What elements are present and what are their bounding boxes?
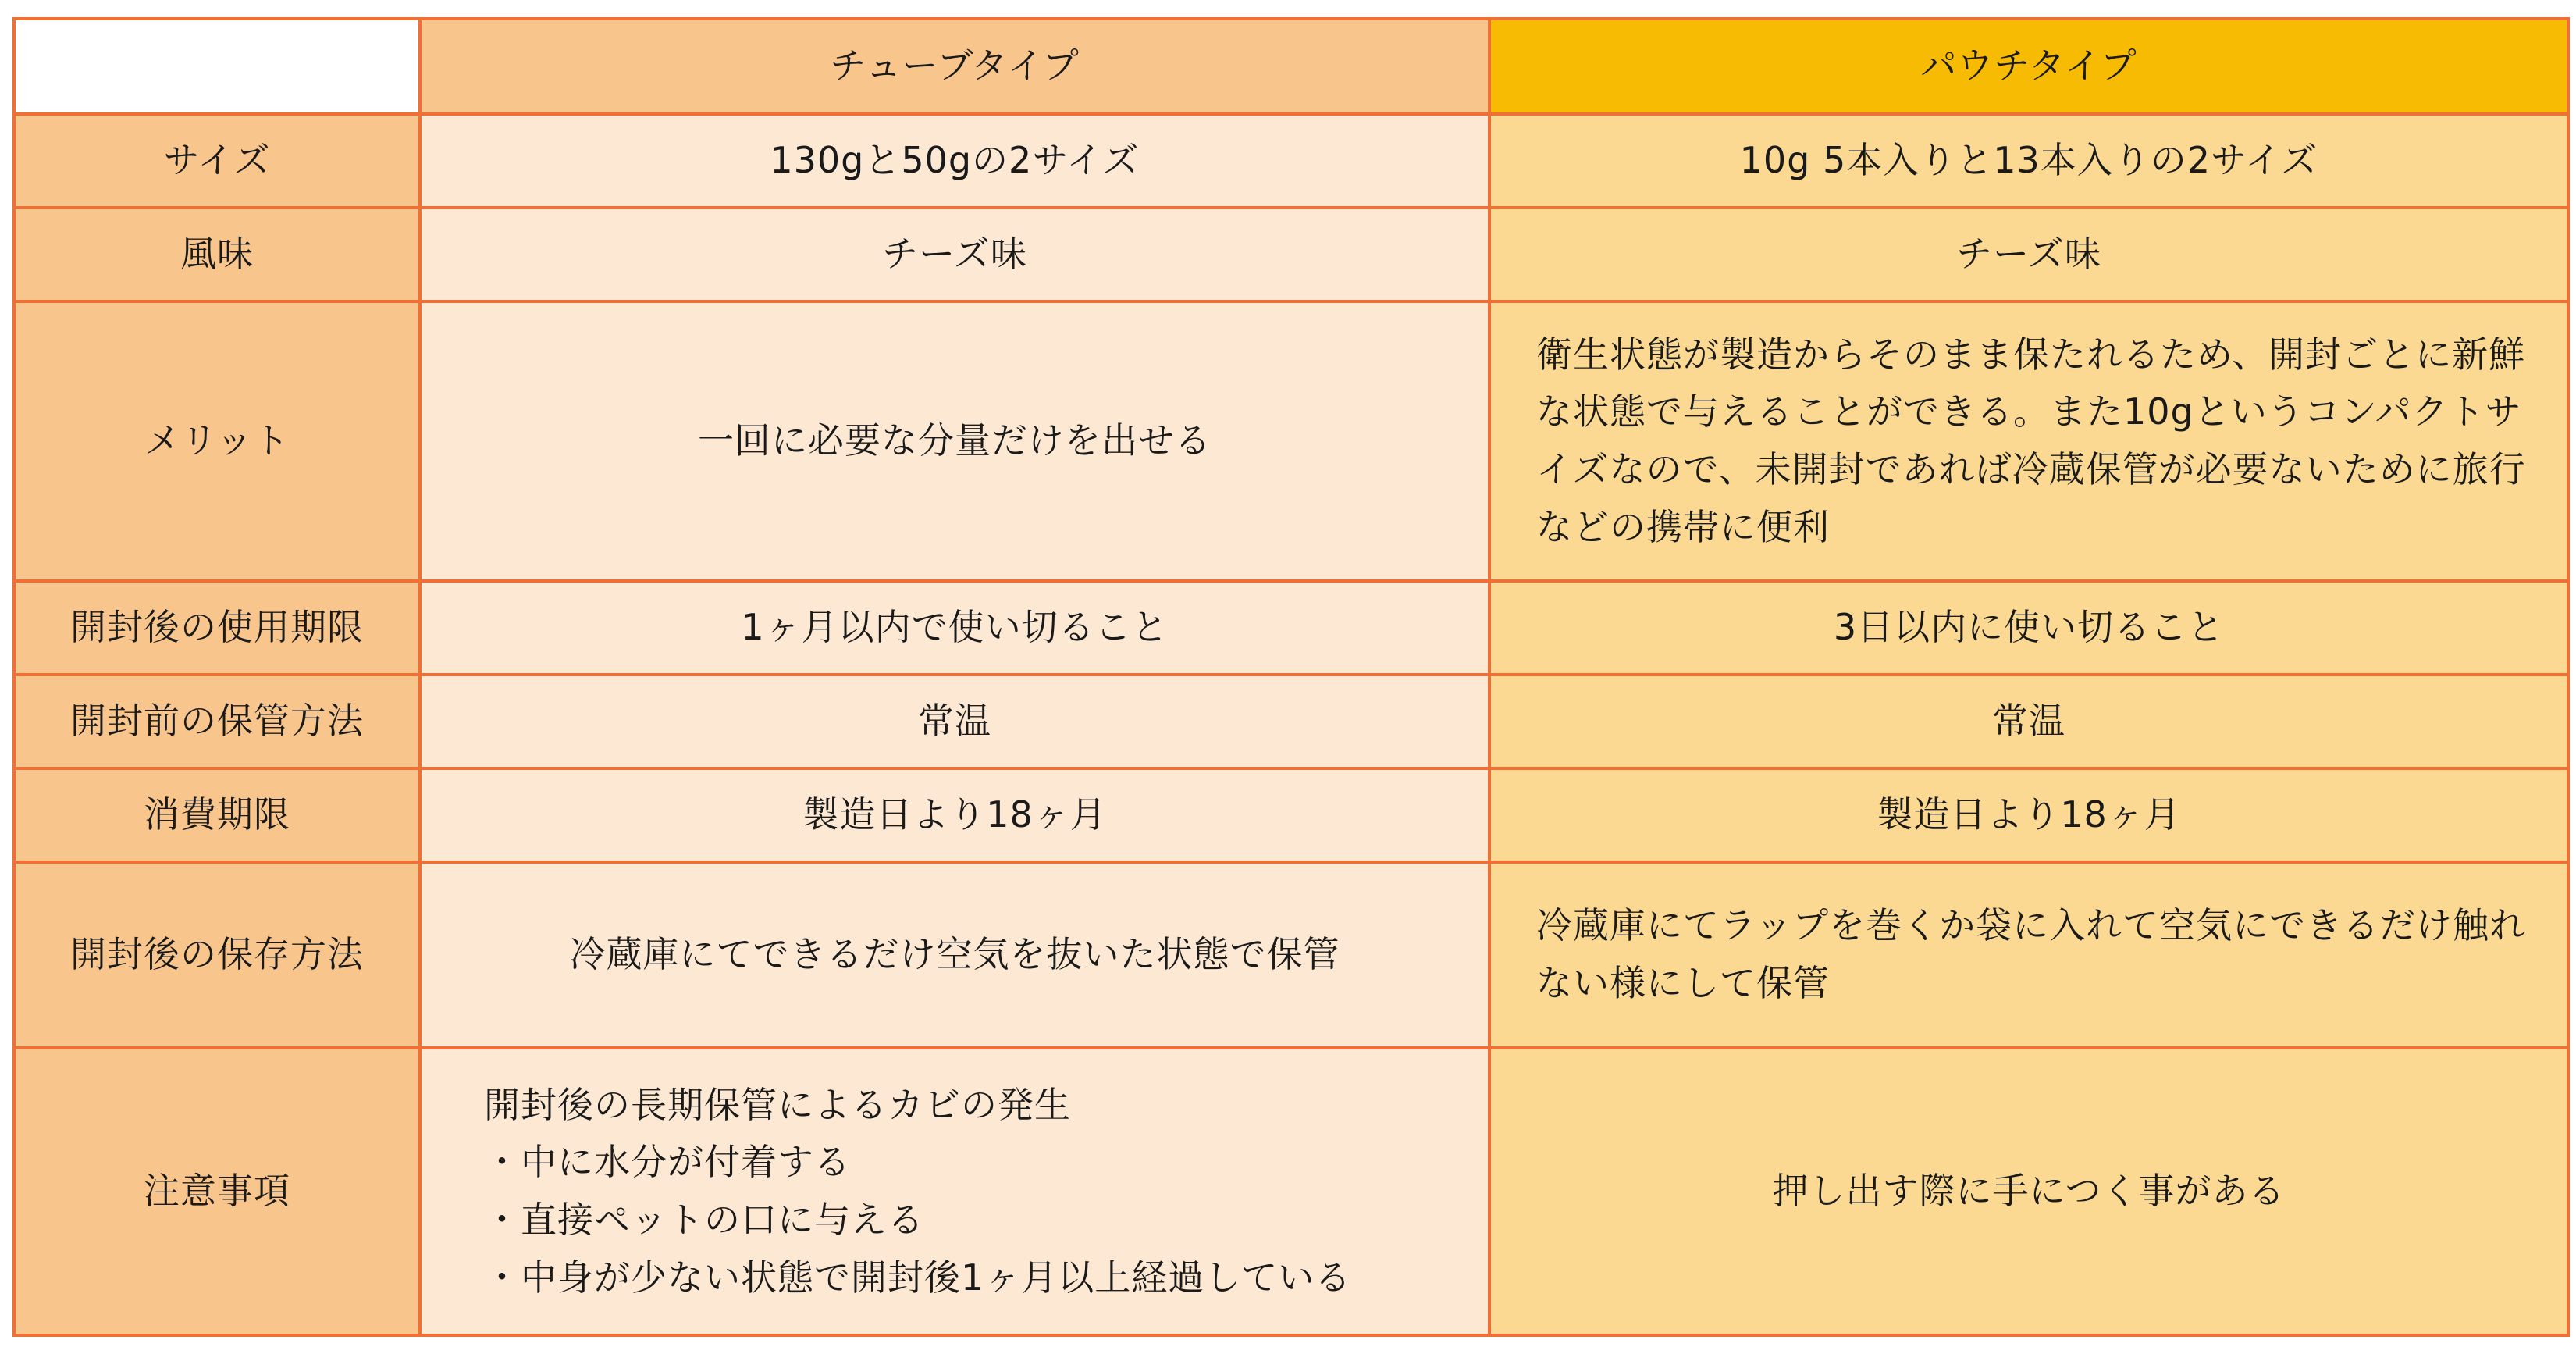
pouch-consumption-cell: 製造日より18ヶ月 (1489, 768, 2568, 862)
row-label-storage-before-opening: 開封前の保管方法 (14, 675, 420, 768)
comparison-table (12, 17, 2570, 1337)
header-corner-cell (14, 19, 420, 114)
row-label-expiry-after-opening: 開封後の使用期限 (14, 581, 420, 675)
table-row-consumption-deadline (14, 768, 2568, 862)
pouch-expiry-cell: 3日以内に使い切ること (1489, 581, 2568, 675)
tube-flavor-cell: チーズ味 (420, 208, 1489, 301)
row-label-flavor: 風味 (14, 208, 420, 301)
table-row-storage-before-opening (14, 675, 2568, 768)
table-row-merit (14, 301, 2568, 581)
pouch-merit-cell: 衛生状態が製造からそのまま保たれるため、開封ごとに新鮮な状態で与えることができる。また10gというコンパクトサイズなので、未開封であれば冷蔵保管が必要ないために旅行などの携帯に便利 (1489, 301, 2568, 581)
comparison-table-container (12, 17, 2567, 1334)
table-row-size (14, 114, 2568, 208)
table-row-storage-after-opening (14, 862, 2568, 1048)
pouch-storage-after-cell: 冷蔵庫にてラップを巻くか袋に入れて空気にできるだけ触れない様にして保管 (1489, 862, 2568, 1048)
table-row-flavor (14, 208, 2568, 301)
tube-cautions-cell (420, 1048, 1489, 1335)
table-header-row (14, 19, 2568, 114)
pouch-storage-before-cell: 常温 (1489, 675, 2568, 768)
pouch-flavor-cell: チーズ味 (1489, 208, 2568, 301)
tube-storage-after-cell: 冷蔵庫にてできるだけ空気を抜いた状態で保管 (420, 862, 1489, 1048)
list-item: ・直接ペットの口に与える (484, 1199, 924, 1241)
tube-expiry-cell: 1ヶ月以内で使い切ること (420, 581, 1489, 675)
list-item: 開封後の長期保管によるカビの発生 (484, 1083, 1071, 1126)
tube-storage-before-cell: 常温 (420, 675, 1489, 768)
row-label-consumption-deadline: 消費期限 (14, 768, 420, 862)
table-row-expiry-after-opening (14, 581, 2568, 675)
row-label-cautions: 注意事項 (14, 1048, 420, 1335)
header-pouch-type: パウチタイプ (1489, 19, 2568, 114)
pouch-size-cell: 10g 5本入りと13本入りの2サイズ (1489, 114, 2568, 208)
pouch-cautions-cell: 押し出す際に手につく事がある (1489, 1048, 2568, 1335)
row-label-storage-after-opening: 開封後の保存方法 (14, 862, 420, 1048)
row-label-merit: メリット (14, 301, 420, 581)
tube-cautions-list (484, 1077, 1457, 1306)
tube-consumption-cell: 製造日より18ヶ月 (420, 768, 1489, 862)
header-tube-type: チューブタイプ (420, 19, 1489, 114)
list-item: ・中に水分が付着する (484, 1141, 851, 1184)
tube-size-cell: 130gと50gの2サイズ (420, 114, 1489, 208)
row-label-size: サイズ (14, 114, 420, 208)
table-row-cautions (14, 1048, 2568, 1335)
list-item: ・中身が少ない状態で開封後1ヶ月以上経過している (484, 1256, 1352, 1299)
tube-merit-cell: 一回に必要な分量だけを出せる (420, 301, 1489, 581)
